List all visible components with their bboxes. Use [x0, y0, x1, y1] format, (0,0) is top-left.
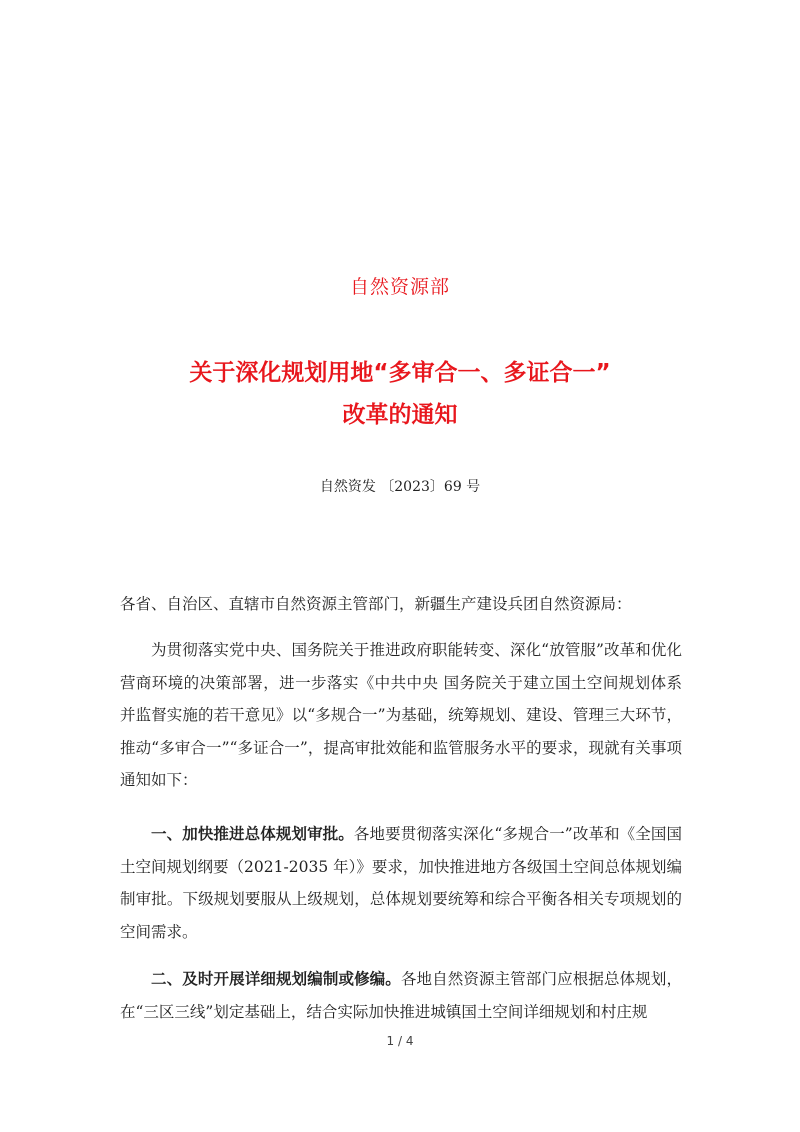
- section-2-paragraph: [120, 963, 682, 1029]
- title-line-2: 改革的通知: [342, 402, 458, 428]
- intro-paragraph: 为贯彻落实党中央、国务院关于推进政府职能转变、深化“放管服”改革和优化营商环境的决策部署，进一步落实《中共中央 国务院关于建立国土空间规划体系并监督实施的若干意见》以“多规合一”为基础，统筹规划、建设、管理三大环节，推动“多审合一”“多证合一”，提高审批效能和监管服务水平的要求，现就有关事项通知如下：: [120, 641, 682, 789]
- page-indicator: 1 / 4: [386, 1034, 414, 1048]
- document-number: 自然资发 〔2023〕69 号: [319, 479, 481, 495]
- section-1-text: 各地要贯彻落实深化“多规合一”改革和《全国国土空间规划纲要（2021-2035 年）》要求，加快推进地方各级国土空间总体规划编制审批。下级规划要服从上级规划，总体规划要统筹和综合平衡各相关专项规划的空间需求。: [120, 825, 682, 941]
- section-1-heading: 一、加快推进总体规划审批。: [151, 825, 354, 843]
- section-2-text: 各地自然资源主管部门应根据总体规划，在“三区三线”划定基础上，结合实际加快推进城镇国土空间详细规划和村庄规: [120, 970, 682, 1021]
- section-1-paragraph: [120, 818, 682, 948]
- document-title: [0, 352, 800, 436]
- salutation: 各省、自治区、直辖市自然资源主管部门，新疆生产建设兵团自然资源局：: [120, 595, 632, 613]
- section-2-heading: 二、及时开展详细规划编制或修编。: [151, 970, 401, 988]
- title-line-1: 关于深化规划用地“多审合一、多证合一”: [189, 360, 611, 386]
- issuer-name: 自然资源部: [349, 276, 450, 298]
